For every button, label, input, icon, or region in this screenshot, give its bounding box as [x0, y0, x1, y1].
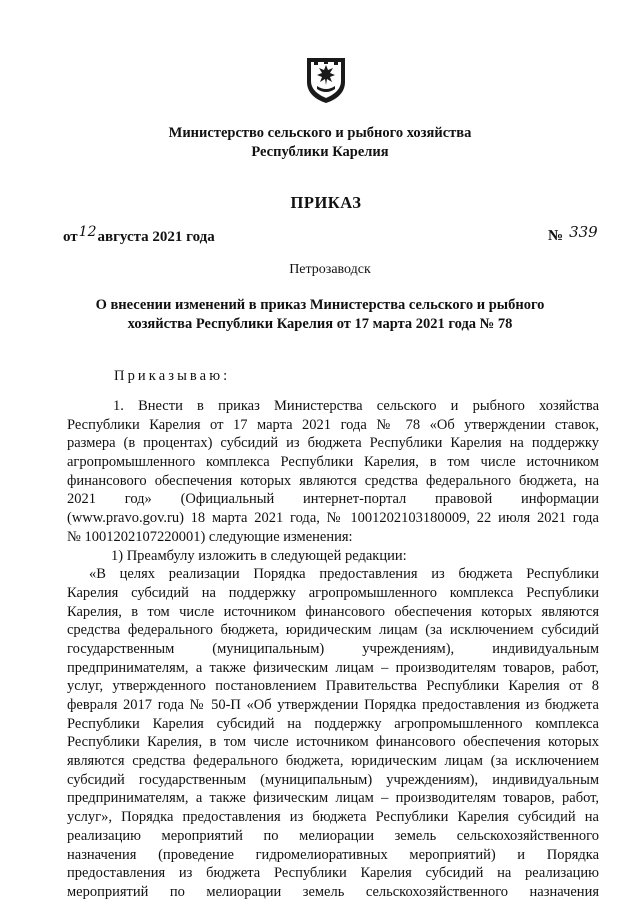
body-line: размера (в процентах) субсидий из бюджета Республики Карелия на поддержку	[67, 435, 599, 452]
document-type: ПРИКАЗ	[290, 193, 362, 212]
body-line: февраля 2017 года № 50-П «Об утверждении Порядка предоставления из бюджета	[67, 697, 599, 713]
body-line: мероприятий по мелиорации земель сельскохозяйственного назначения	[67, 883, 599, 900]
body-line: Карелия субсидий на поддержку агропромышленного комплекса Республики	[67, 584, 599, 601]
body-line: 2021 год» (Официальный интернет-портал правовой информации	[67, 491, 599, 508]
body-line: агропромышленного комплекса Республики Карелия, в том числе источником	[67, 454, 599, 471]
body-line: предоставления из бюджета Республики Карелия субсидий на реализацию	[67, 865, 599, 882]
body-text	[67, 397, 599, 902]
body-line: Республики Карелия субсидий на поддержку агропромышленного комплекса	[67, 715, 599, 732]
body-line: Республики Карелия от 17 марта 2021 года № 78 «Об утверждении ставок,	[67, 416, 599, 433]
coat-of-arms-icon	[305, 56, 347, 104]
body-line: государственным (муниципальным) учреждениям), индивидуальным	[67, 640, 599, 657]
body-line: предпринимателям, а также физическим лицам – производителям товаров, работ,	[67, 790, 599, 807]
body-line: услуг», Порядка предоставления из бюджета Республики Карелия субсидий на	[67, 809, 599, 826]
body-line: являются средства федерального бюджета, юридическим лицам (за исключением	[67, 753, 599, 770]
date-day-handwritten: 12	[78, 224, 97, 240]
body-line: реализацию мероприятий по мелиорации земель сельскохозяйственного	[67, 827, 599, 844]
body-line: Республики Карелия, в том числе источником финансового обеспечения которых	[67, 734, 599, 751]
body-line: (www.pravo.gov.ru) 18 марта 2021 года, № 1001202103180009, 22 июля 2021 года	[67, 510, 599, 527]
body-line: 1) Преамбулу изложить в следующей редакции:	[111, 547, 407, 564]
body-line: средства федерального бюджета, юридическим лицам (за исключением субсидий	[67, 622, 599, 639]
body-line: предпринимателям, а также физическим лицам – производителям товаров, работ,	[67, 659, 599, 676]
date-prefix: от	[63, 229, 78, 245]
city: Петрозаводск	[289, 262, 371, 277]
number-value-handwritten: 339	[569, 223, 598, 241]
body-line: финансового обеспечения которых являются средства федерального бюджета, на	[67, 472, 599, 489]
body-line: 1. Внести в приказ Министерства сельского и рыбного хозяйства	[113, 398, 599, 414]
order-word: Приказываю:	[114, 368, 231, 384]
body-line: назначения (проведение гидромелиоративных мероприятий) и Порядка	[67, 846, 599, 863]
body-line: Карелия, в том числе источником финансового обеспечения которых являются	[67, 603, 599, 620]
document-date	[63, 224, 215, 246]
subject-line2: хозяйства Республики Карелия от 17 марта 2021 года № 78	[127, 316, 513, 332]
ministry-title-line2: Республики Карелия	[251, 144, 389, 160]
body-line: «В целях реализации Порядка предоставления из бюджета Республики	[89, 566, 599, 583]
body-line: № 1001202107220001) следующие изменения:	[67, 528, 353, 545]
subject-line1: О внесении изменений в приказ Министерства сельского и рыбного	[95, 297, 545, 313]
ministry-title-line1: Министерство сельского и рыбного хозяйства	[168, 125, 472, 141]
document-number	[548, 223, 598, 245]
number-label: №	[548, 228, 564, 244]
body-line: субсидий государственным (муниципальным) учреждениям), индивидуальным	[67, 771, 599, 788]
date-rest: августа 2021 года	[97, 229, 215, 245]
body-line: услуг, утвержденного постановлением Правительства Республики Карелия от 8	[67, 678, 599, 695]
